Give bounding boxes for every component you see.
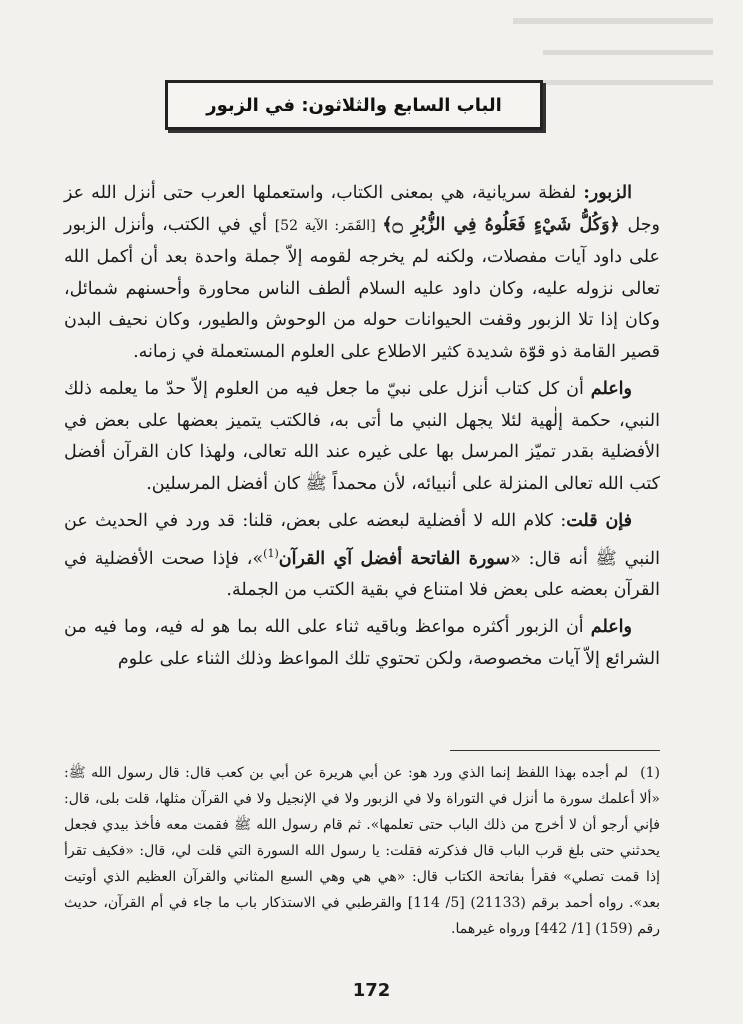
- paragraph-zabur: [64, 178, 660, 368]
- paragraph-text: »، فإذا صحت الأفضلية في القرآن بعضه على بعض فلا امتناع في بقية الكتب من الجملة.: [64, 548, 660, 600]
- hadith-quote: سورة الفاتحة أفضل آي القرآن: [278, 548, 511, 569]
- footnote-text: لم أجده بهذا اللفظ إنما الذي ورد هو: عن أبي هريرة عن أبي بن كعب قال: قال رسول الله ﷺ: «ألا أعلمك سورة ما أنزل في التوراة ولا في الزبور ولا في الإنجيل ولا في القرآن مثلها، قلت بلى، قال: فإني أرجو أن لا أخرج من ذلك الباب حتى تعلمها». ثم قام رسول الله ﷺ فقمت معه فأخذ بيدي فجعل يحدثني حتى بلغ قرب الباب قال فذكرته فقلت: يا رسول الله السورة التي قلت لي، قال: «فكيف تقرأ إذا قمت تصلي» فقرأ بفاتحة الكتاب قال: «هي هي وهي السبع المثاني والقرآن العظيم الذي أوتيت بعد». رواه أحمد برقم (21133) [5/ 114] والقرطبي في الاستذكار باب ما جاء في أم القرآن، حديث رقم (159) [1/ 442] ورواه غيرهما.: [64, 765, 661, 937]
- paragraph-text: لفظة سريانية، هي بمعنى الكتاب، واستعملها العرب حتى أنزل الله عز وجل: [64, 183, 660, 235]
- paragraph-text: أن الزبور أكثره مواعظ وباقيه ثناء على الله بما هو له فيه، وما فيه من الشرائع إلاّ آيات مخصوصة، ولكن تحتوي تلك المواعظ وذلك الثناء على علوم: [64, 617, 660, 669]
- paragraph-text: أي في الكتب، وأنزل الزبور على داود آيات مفصلات، ولكنه لم يخرجه لقومه إلاّ جملة واحدة بعد أن أكمل الله تعالى نزوله عليه، وكان داود عليه السلام ألطف الناس محاورة وأحسنهم شمائل، وكان إذا تلا الزبور وقفت الحيوانات حوله من الوحوش والطيور، وكان نحيف البدن قصير القامة ذو قوّة شديدة كثير الاطلاع على العلوم المستعملة في زمانه.: [64, 214, 660, 362]
- term-label: الزبور:: [583, 183, 632, 203]
- page-number: 172: [352, 980, 391, 1001]
- paragraph-know-1: [64, 374, 660, 500]
- paragraph-text: : كلام الله لا أفضلية لبعضه على بعض، قلنا: قد ورد في الحديث عن النبي ﷺ أنه قال: «: [64, 511, 660, 569]
- chapter-title: الباب السابع والثلاثون: في الزبور: [206, 94, 502, 116]
- term-label: واعلم: [590, 617, 632, 638]
- chapter-heading-box: [165, 80, 543, 130]
- footnote: [64, 760, 660, 942]
- quran-verse: ﴿وَكُلُّ شَيْءٍ فَعَلُوهُ فِي الزُّبُرِ ۝﴾: [382, 214, 620, 235]
- footnote-number: (1): [640, 765, 660, 781]
- paragraph-if-you-say: [64, 506, 660, 606]
- paragraph-know-2: [64, 612, 660, 675]
- term-label: واعلم: [590, 379, 632, 399]
- footnote-marker: (1): [263, 546, 279, 560]
- footnote-divider: [450, 750, 660, 751]
- term-label: فإن قلت: [566, 511, 633, 531]
- main-text: [64, 178, 660, 681]
- paragraph-text: أن كل كتاب أنزل على نبيّ ما جعل فيه من العلوم إلاّ حدّ ما يعلمه ذلك النبي، حكمة إلٰهية لئلا يجهل النبي ما أتى به، فالكتب يتميز بعضها على بعض في الأفضلية بقدر تميّز المرسل بها على غيره عند الله تعالى، ولهذا كان القرآن أفضل كتب الله تعالى المنزلة على أنبيائه، لأن محمداً ﷺ كان أفضل المرسلين.: [64, 379, 660, 494]
- verse-reference: [القَمَر: الآية 52]: [274, 217, 383, 234]
